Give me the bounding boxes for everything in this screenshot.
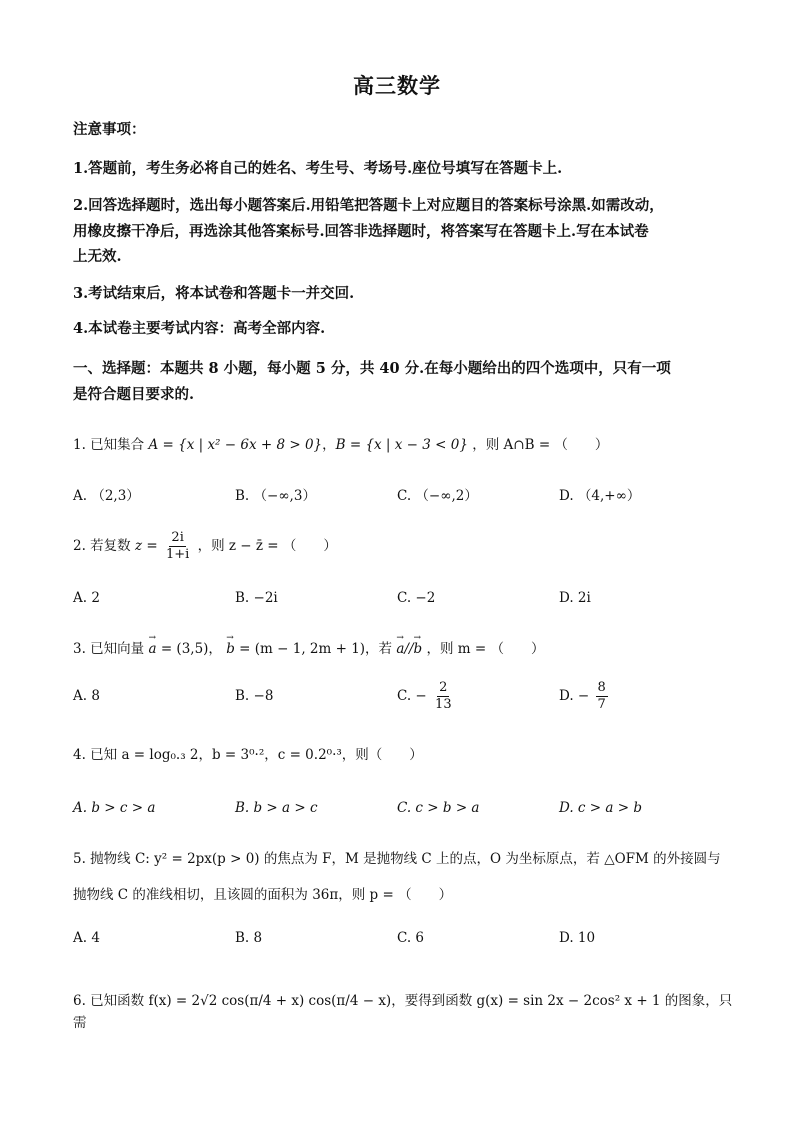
option-d: D. 2i: [559, 590, 591, 606]
option-d: D. c > a > b: [559, 800, 642, 816]
notice-item-2-cont: 用橡皮擦干净后，再选涂其他答案标号.回答非选择题时，将答案写在答题卡上.写在本试卷: [73, 223, 649, 240]
vector-a-value: = (3,5)，: [156, 641, 222, 657]
question-2-tail: ，则 z − z̄ = （ ）: [197, 538, 337, 554]
vector-a: → a: [148, 638, 156, 660]
z-lhs: z =: [134, 538, 158, 554]
option-c: C. 6: [397, 930, 425, 946]
question-1: [73, 434, 733, 456]
fraction-numerator: 2i: [171, 530, 184, 545]
notice-item-2: 2.回答选择题时，选出每小题答案后.用铅笔把答题卡上对应题目的答案标号涂黑.如需改动，: [73, 197, 664, 214]
question-1-stem: 1. 已知集合: [73, 437, 145, 453]
question-3-tail: ，则 m = （ ）: [426, 641, 545, 657]
notice-item-1: 1.答题前，考生务必将自己的姓名、考生号、考场号.座位号填写在答题卡上.: [73, 160, 563, 177]
notice-item-3: 3.考试结束后，将本试卷和答题卡一并交回.: [73, 285, 355, 302]
question-2-stem: 2. 若复数: [73, 538, 131, 554]
option-c-fraction: [433, 680, 454, 713]
option-c-numerator: 2: [439, 680, 448, 695]
option-d-fraction: [596, 680, 608, 713]
option-b-label: B. −8: [235, 688, 274, 704]
option-d-denominator: 7: [597, 697, 606, 712]
question-3-stem: 3. 已知向量: [73, 641, 145, 657]
section-heading: 一、选择题：本题共 8 小题，每小题 5 分，共 40 分.在每小题给出的四个选项中，只有一项: [73, 360, 671, 377]
notice-heading: 注意事项：: [73, 121, 146, 138]
fraction: [164, 530, 191, 563]
option-a: A. （2,3）: [73, 488, 140, 504]
option-b: B. 8: [235, 930, 263, 946]
option-a: A. b > c > a: [73, 800, 156, 816]
notice-item-2-end: 上无效.: [73, 248, 122, 265]
question-1-tail: ，则 A∩B = （ ）: [472, 437, 609, 453]
question-6: 6. 已知函数 f(x) = 2√2 cos(π/4 + x) cos(π/4 − x)，要得到函数 g(x) = sin 2x − 2cos² x + 1 的图象，只需: [73, 993, 733, 1031]
option-d-label: D. −: [559, 688, 590, 704]
question-5-cont: 抛物线 C 的准线相切，且该圆的面积为 36π，则 p = （ ）: [73, 887, 453, 903]
option-a-label: A. 8: [73, 688, 100, 704]
option-c-label: C. −: [397, 688, 427, 704]
option-a: A. 4: [73, 930, 100, 946]
option-c-denominator: 13: [435, 697, 452, 712]
question-3-options: [73, 680, 723, 713]
option-b: B. −2i: [235, 590, 278, 606]
page-title: 高三数学: [353, 73, 441, 98]
question-2: [73, 530, 733, 563]
set-b: B = {x | x − 3 < 0}: [335, 437, 468, 453]
parallel-a: → a: [396, 638, 404, 660]
option-c: C. c > b > a: [397, 800, 480, 816]
option-d-numerator: 8: [597, 680, 606, 695]
option-b: B. b > a > c: [235, 800, 318, 816]
vector-b-value: = (m − 1, 2m + 1)，若: [234, 641, 393, 657]
option-b: B. （−∞,3）: [235, 488, 316, 504]
question-5: 5. 抛物线 C: y² = 2px(p > 0) 的焦点为 F，M 是抛物线 C 上的点，O 为坐标原点，若 △OFM 的外接圆与: [73, 851, 721, 867]
question-4-options: [73, 800, 723, 816]
question-2-options: [73, 590, 723, 606]
question-4: 4. 已知 a = log₀.₃ 2，b = 3⁰·²，c = 0.2⁰·³，则（ ）: [73, 747, 423, 763]
parallel-b: → b: [414, 638, 423, 660]
separator: ，: [322, 437, 336, 453]
option-a: [73, 688, 235, 713]
option-a: A. 2: [73, 590, 100, 606]
option-d: D. （4,+∞）: [559, 488, 641, 504]
fraction-denominator: 1+i: [165, 547, 190, 562]
question-5-options: [73, 930, 723, 946]
notice-item-4: 4.本试卷主要考试内容：高考全部内容.: [73, 320, 326, 337]
option-d: [559, 680, 721, 713]
set-a: A = {x | x² − 6x + 8 > 0}: [148, 437, 323, 453]
vector-b: → b: [226, 638, 235, 660]
question-3: [73, 638, 733, 660]
option-d: D. 10: [559, 930, 596, 946]
option-c: [397, 680, 559, 713]
question-1-options: [73, 484, 723, 504]
option-c: C. −2: [397, 590, 436, 606]
option-c: C. （−∞,2）: [397, 488, 478, 504]
parallel-symbol: //: [404, 641, 414, 657]
section-heading-cont: 是符合题目要求的.: [73, 386, 195, 403]
option-b: [235, 688, 397, 713]
